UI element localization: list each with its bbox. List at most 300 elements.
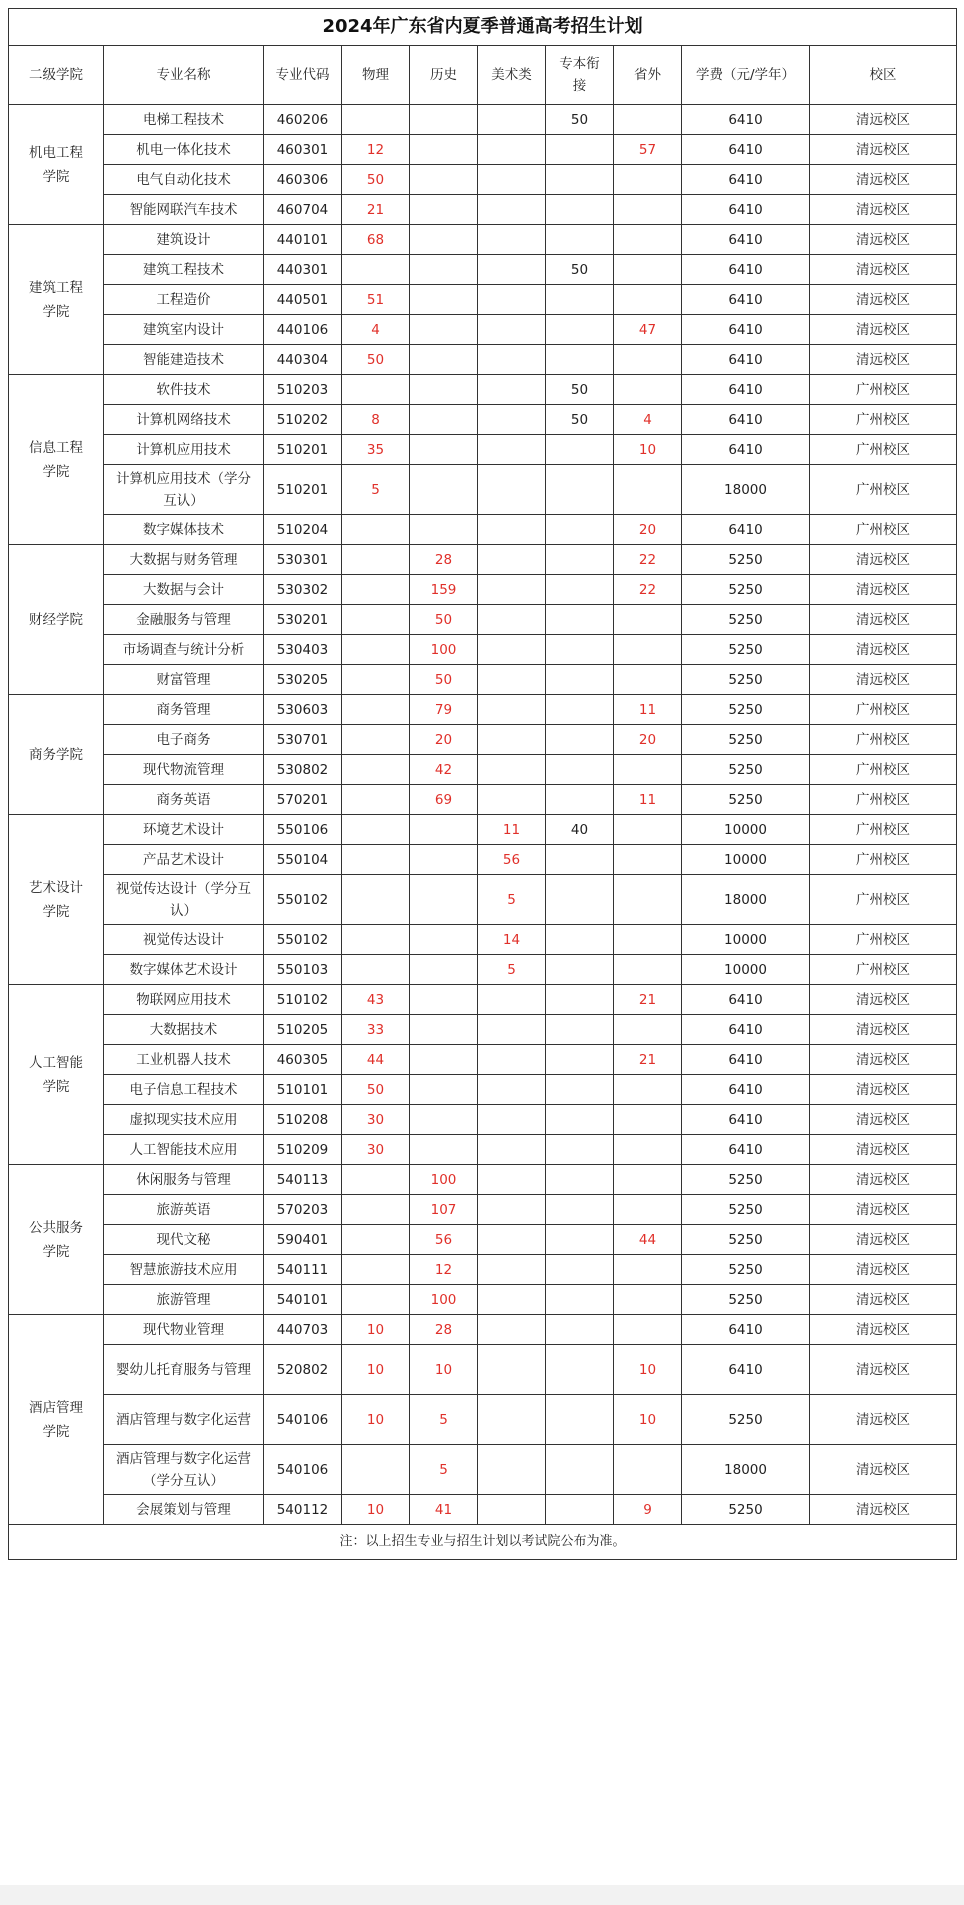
major-cell: 婴幼儿托育服务与管理 [104, 1345, 264, 1395]
major-cell: 数字媒体技术 [104, 515, 264, 545]
transfer-cell [546, 1395, 614, 1445]
fee-cell: 5250 [682, 575, 810, 605]
table-row [9, 725, 957, 755]
table-row [9, 1045, 957, 1075]
transfer-cell [546, 605, 614, 635]
college-cell: 财经学院 [9, 545, 104, 695]
major-cell: 工程造价 [104, 285, 264, 315]
major-cell: 计算机应用技术（学分互认） [104, 465, 264, 515]
outside-cell [614, 1315, 682, 1345]
transfer-cell [546, 955, 614, 985]
fee-cell: 5250 [682, 1195, 810, 1225]
transfer-cell [546, 135, 614, 165]
fee-cell: 5250 [682, 725, 810, 755]
major-cell: 机电一体化技术 [104, 135, 264, 165]
physics-cell [342, 635, 410, 665]
fee-cell: 6410 [682, 105, 810, 135]
physics-cell [342, 575, 410, 605]
art-cell [478, 1075, 546, 1105]
outside-cell [614, 925, 682, 955]
table-row [9, 405, 957, 435]
campus-cell: 清远校区 [810, 1495, 957, 1525]
outside-cell [614, 845, 682, 875]
code-cell: 510201 [264, 435, 342, 465]
fee-cell: 5250 [682, 785, 810, 815]
art-cell [478, 465, 546, 515]
campus-cell: 广州校区 [810, 955, 957, 985]
major-cell: 工业机器人技术 [104, 1045, 264, 1075]
physics-cell: 50 [342, 1075, 410, 1105]
physics-cell [342, 605, 410, 635]
major-cell: 现代物业管理 [104, 1315, 264, 1345]
code-cell: 590401 [264, 1225, 342, 1255]
table-row [9, 1315, 957, 1345]
art-cell [478, 575, 546, 605]
outside-cell [614, 195, 682, 225]
art-cell [478, 1315, 546, 1345]
physics-cell [342, 515, 410, 545]
history-cell [410, 925, 478, 955]
history-cell: 42 [410, 755, 478, 785]
campus-cell: 清远校区 [810, 165, 957, 195]
campus-cell: 清远校区 [810, 1195, 957, 1225]
physics-cell [342, 255, 410, 285]
fee-cell: 10000 [682, 925, 810, 955]
physics-cell [342, 545, 410, 575]
code-cell: 510205 [264, 1015, 342, 1045]
art-cell [478, 985, 546, 1015]
physics-cell: 50 [342, 345, 410, 375]
art-cell [478, 635, 546, 665]
physics-cell: 8 [342, 405, 410, 435]
physics-cell: 33 [342, 1015, 410, 1045]
physics-cell: 44 [342, 1045, 410, 1075]
outside-cell: 9 [614, 1495, 682, 1525]
physics-cell [342, 1165, 410, 1195]
major-cell: 电子信息工程技术 [104, 1075, 264, 1105]
bottom-bar [0, 1885, 964, 1905]
transfer-cell [546, 1015, 614, 1045]
physics-cell: 21 [342, 195, 410, 225]
transfer-cell [546, 465, 614, 515]
outside-cell [614, 375, 682, 405]
code-cell: 460301 [264, 135, 342, 165]
transfer-cell: 50 [546, 405, 614, 435]
outside-cell [614, 1105, 682, 1135]
code-cell: 460305 [264, 1045, 342, 1075]
campus-cell: 清远校区 [810, 315, 957, 345]
physics-cell: 30 [342, 1105, 410, 1135]
art-cell [478, 135, 546, 165]
header-code: 专业代码 [264, 46, 342, 105]
physics-cell: 10 [342, 1345, 410, 1395]
major-cell: 物联网应用技术 [104, 985, 264, 1015]
outside-cell: 44 [614, 1225, 682, 1255]
fee-cell: 6410 [682, 985, 810, 1015]
outside-cell: 4 [614, 405, 682, 435]
transfer-cell [546, 725, 614, 755]
fee-cell: 6410 [682, 285, 810, 315]
campus-cell: 清远校区 [810, 1225, 957, 1255]
code-cell: 510101 [264, 1075, 342, 1105]
physics-cell: 10 [342, 1495, 410, 1525]
code-cell: 460206 [264, 105, 342, 135]
art-cell [478, 1195, 546, 1225]
transfer-cell: 50 [546, 375, 614, 405]
transfer-cell [546, 1165, 614, 1195]
physics-cell: 43 [342, 985, 410, 1015]
transfer-cell [546, 545, 614, 575]
history-cell: 50 [410, 665, 478, 695]
fee-cell: 6410 [682, 255, 810, 285]
history-cell [410, 1045, 478, 1075]
code-cell: 520802 [264, 1345, 342, 1395]
outside-cell [614, 465, 682, 515]
history-cell: 79 [410, 695, 478, 725]
outside-cell: 57 [614, 135, 682, 165]
transfer-cell [546, 1105, 614, 1135]
campus-cell: 广州校区 [810, 845, 957, 875]
history-cell [410, 875, 478, 925]
transfer-cell [546, 665, 614, 695]
table-row [9, 1165, 957, 1195]
art-cell [478, 605, 546, 635]
campus-cell: 清远校区 [810, 1395, 957, 1445]
header-campus: 校区 [810, 46, 957, 105]
outside-cell [614, 1445, 682, 1495]
physics-cell [342, 955, 410, 985]
fee-cell: 5250 [682, 605, 810, 635]
fee-cell: 18000 [682, 875, 810, 925]
code-cell: 440106 [264, 315, 342, 345]
college-cell: 人工智能学院 [9, 985, 104, 1165]
transfer-cell [546, 755, 614, 785]
outside-cell: 10 [614, 435, 682, 465]
major-cell: 市场调查与统计分析 [104, 635, 264, 665]
table-row [9, 605, 957, 635]
college-cell: 商务学院 [9, 695, 104, 815]
art-cell [478, 515, 546, 545]
table-body [9, 105, 957, 1525]
fee-cell: 6410 [682, 1315, 810, 1345]
college-cell: 机电工程学院 [9, 105, 104, 225]
fee-cell: 5250 [682, 1285, 810, 1315]
art-cell [478, 695, 546, 725]
transfer-cell [546, 695, 614, 725]
art-cell: 5 [478, 955, 546, 985]
major-cell: 建筑工程技术 [104, 255, 264, 285]
major-cell: 金融服务与管理 [104, 605, 264, 635]
history-cell: 41 [410, 1495, 478, 1525]
table-row [9, 315, 957, 345]
campus-cell: 清远校区 [810, 1285, 957, 1315]
fee-cell: 6410 [682, 225, 810, 255]
college-cell: 艺术设计学院 [9, 815, 104, 985]
fee-cell: 5250 [682, 1495, 810, 1525]
outside-cell: 20 [614, 515, 682, 545]
transfer-cell [546, 575, 614, 605]
physics-cell: 4 [342, 315, 410, 345]
physics-cell [342, 105, 410, 135]
history-cell [410, 435, 478, 465]
campus-cell: 清远校区 [810, 605, 957, 635]
table-row [9, 1195, 957, 1225]
physics-cell [342, 1445, 410, 1495]
art-cell [478, 785, 546, 815]
table-row [9, 875, 957, 925]
table-row [9, 1105, 957, 1135]
history-cell: 159 [410, 575, 478, 605]
campus-cell: 清远校区 [810, 345, 957, 375]
art-cell [478, 105, 546, 135]
outside-cell: 47 [614, 315, 682, 345]
physics-cell [342, 375, 410, 405]
outside-cell [614, 815, 682, 845]
major-cell: 财富管理 [104, 665, 264, 695]
outside-cell: 21 [614, 985, 682, 1015]
fee-cell: 5250 [682, 755, 810, 785]
code-cell: 530403 [264, 635, 342, 665]
code-cell: 510208 [264, 1105, 342, 1135]
outside-cell: 11 [614, 695, 682, 725]
campus-cell: 广州校区 [810, 725, 957, 755]
table-row [9, 435, 957, 465]
campus-cell: 清远校区 [810, 1075, 957, 1105]
table-row [9, 285, 957, 315]
campus-cell: 清远校区 [810, 285, 957, 315]
header-transfer: 专本衔接 [546, 46, 614, 105]
code-cell: 440304 [264, 345, 342, 375]
code-cell: 440703 [264, 1315, 342, 1345]
transfer-cell [546, 1315, 614, 1345]
major-cell: 大数据与财务管理 [104, 545, 264, 575]
outside-cell [614, 875, 682, 925]
physics-cell: 30 [342, 1135, 410, 1165]
physics-cell: 10 [342, 1315, 410, 1345]
outside-cell [614, 255, 682, 285]
campus-cell: 清远校区 [810, 635, 957, 665]
table-row [9, 785, 957, 815]
outside-cell [614, 165, 682, 195]
table-row [9, 815, 957, 845]
history-cell [410, 255, 478, 285]
campus-cell: 清远校区 [810, 1165, 957, 1195]
history-cell: 20 [410, 725, 478, 755]
major-cell: 智慧旅游技术应用 [104, 1255, 264, 1285]
outside-cell [614, 755, 682, 785]
outside-cell [614, 225, 682, 255]
history-cell: 100 [410, 635, 478, 665]
campus-cell: 广州校区 [810, 695, 957, 725]
fee-cell: 6410 [682, 1345, 810, 1395]
table-row [9, 1345, 957, 1395]
table-row [9, 195, 957, 225]
major-cell: 人工智能技术应用 [104, 1135, 264, 1165]
table-row [9, 1445, 957, 1495]
major-cell: 旅游管理 [104, 1285, 264, 1315]
major-cell: 会展策划与管理 [104, 1495, 264, 1525]
physics-cell [342, 1285, 410, 1315]
code-cell: 460306 [264, 165, 342, 195]
table-row [9, 345, 957, 375]
header-major: 专业名称 [104, 46, 264, 105]
physics-cell: 68 [342, 225, 410, 255]
major-cell: 酒店管理与数字化运营 [104, 1395, 264, 1445]
art-cell [478, 345, 546, 375]
art-cell [478, 1255, 546, 1285]
physics-cell: 10 [342, 1395, 410, 1445]
history-cell: 100 [410, 1165, 478, 1195]
major-cell: 计算机应用技术 [104, 435, 264, 465]
code-cell: 550104 [264, 845, 342, 875]
art-cell [478, 315, 546, 345]
physics-cell [342, 925, 410, 955]
code-cell: 510102 [264, 985, 342, 1015]
transfer-cell [546, 1225, 614, 1255]
transfer-cell [546, 1285, 614, 1315]
major-cell: 休闲服务与管理 [104, 1165, 264, 1195]
art-cell [478, 405, 546, 435]
outside-cell: 11 [614, 785, 682, 815]
art-cell [478, 1225, 546, 1255]
transfer-cell [546, 845, 614, 875]
physics-cell [342, 1195, 410, 1225]
college-cell: 信息工程学院 [9, 375, 104, 545]
outside-cell [614, 1015, 682, 1045]
art-cell: 11 [478, 815, 546, 845]
art-cell [478, 1445, 546, 1495]
campus-cell: 广州校区 [810, 925, 957, 955]
history-cell: 12 [410, 1255, 478, 1285]
code-cell: 550102 [264, 875, 342, 925]
outside-cell [614, 1075, 682, 1105]
transfer-cell: 50 [546, 105, 614, 135]
history-cell [410, 195, 478, 225]
transfer-cell [546, 875, 614, 925]
table-row [9, 845, 957, 875]
major-cell: 建筑室内设计 [104, 315, 264, 345]
campus-cell: 广州校区 [810, 875, 957, 925]
campus-cell: 清远校区 [810, 985, 957, 1015]
physics-cell: 51 [342, 285, 410, 315]
code-cell: 530603 [264, 695, 342, 725]
table-row [9, 635, 957, 665]
table-row [9, 665, 957, 695]
campus-cell: 清远校区 [810, 195, 957, 225]
outside-cell [614, 1195, 682, 1225]
code-cell: 530302 [264, 575, 342, 605]
code-cell: 510209 [264, 1135, 342, 1165]
table-row [9, 1135, 957, 1165]
history-cell [410, 845, 478, 875]
art-cell [478, 725, 546, 755]
transfer-cell [546, 285, 614, 315]
physics-cell [342, 875, 410, 925]
transfer-cell [546, 515, 614, 545]
campus-cell: 清远校区 [810, 665, 957, 695]
table-row [9, 575, 957, 605]
history-cell [410, 1105, 478, 1135]
transfer-cell [546, 925, 614, 955]
fee-cell: 6410 [682, 405, 810, 435]
major-cell: 电气自动化技术 [104, 165, 264, 195]
major-cell: 智能建造技术 [104, 345, 264, 375]
history-cell [410, 515, 478, 545]
fee-cell: 6410 [682, 1135, 810, 1165]
major-cell: 视觉传达设计 [104, 925, 264, 955]
code-cell: 540111 [264, 1255, 342, 1285]
art-cell [478, 1105, 546, 1135]
major-cell: 旅游英语 [104, 1195, 264, 1225]
table-row [9, 1495, 957, 1525]
code-cell: 440501 [264, 285, 342, 315]
outside-cell: 22 [614, 575, 682, 605]
fee-cell: 6410 [682, 315, 810, 345]
art-cell [478, 195, 546, 225]
table-row [9, 515, 957, 545]
table-row [9, 1225, 957, 1255]
history-cell [410, 225, 478, 255]
art-cell [478, 1345, 546, 1395]
major-cell: 商务英语 [104, 785, 264, 815]
art-cell [478, 285, 546, 315]
fee-cell: 10000 [682, 815, 810, 845]
physics-cell [342, 845, 410, 875]
fee-cell: 6410 [682, 1105, 810, 1135]
fee-cell: 6410 [682, 435, 810, 465]
fee-cell: 10000 [682, 955, 810, 985]
history-cell [410, 165, 478, 195]
transfer-cell [546, 315, 614, 345]
campus-cell: 清远校区 [810, 1105, 957, 1135]
outside-cell [614, 1135, 682, 1165]
outside-cell [614, 345, 682, 375]
major-cell: 电子商务 [104, 725, 264, 755]
code-cell: 530802 [264, 755, 342, 785]
physics-cell: 50 [342, 165, 410, 195]
art-cell [478, 1045, 546, 1075]
code-cell: 440301 [264, 255, 342, 285]
header-outside: 省外 [614, 46, 682, 105]
art-cell [478, 165, 546, 195]
code-cell: 510204 [264, 515, 342, 545]
transfer-cell [546, 785, 614, 815]
history-cell: 5 [410, 1445, 478, 1495]
fee-cell: 6410 [682, 1045, 810, 1075]
art-cell [478, 545, 546, 575]
transfer-cell: 40 [546, 815, 614, 845]
physics-cell [342, 815, 410, 845]
physics-cell [342, 755, 410, 785]
history-cell: 10 [410, 1345, 478, 1395]
campus-cell: 清远校区 [810, 1315, 957, 1345]
history-cell [410, 135, 478, 165]
history-cell [410, 315, 478, 345]
table-row [9, 135, 957, 165]
history-cell [410, 465, 478, 515]
table-row [9, 985, 957, 1015]
art-cell [478, 225, 546, 255]
history-cell [410, 1135, 478, 1165]
major-cell: 现代文秘 [104, 1225, 264, 1255]
fee-cell: 5250 [682, 1225, 810, 1255]
header-history: 历史 [410, 46, 478, 105]
physics-cell [342, 725, 410, 755]
transfer-cell [546, 1045, 614, 1075]
fee-cell: 6410 [682, 1015, 810, 1045]
history-cell [410, 375, 478, 405]
transfer-cell [546, 195, 614, 225]
